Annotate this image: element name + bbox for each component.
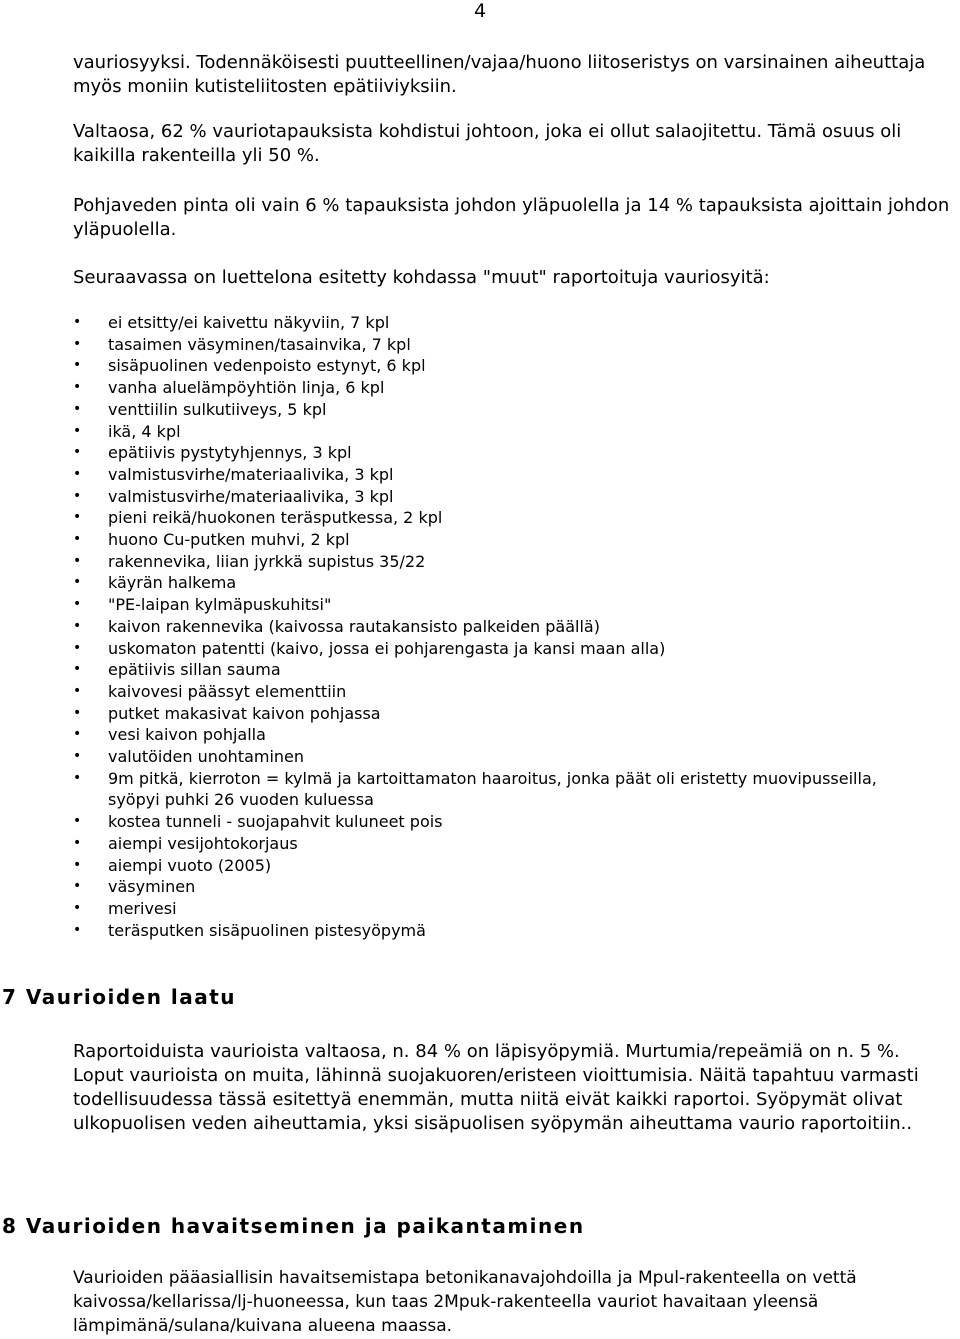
list-item-text: ikä, 4 kpl [108,421,181,441]
section-7-heading: 7 Vaurioiden laatu [2,985,237,1009]
list-item-text: "PE-laipan kylmäpuskuhitsi" [108,595,332,615]
list-item-text: rakennevika, liian jyrkkä supistus 35/22 [108,551,426,571]
list-item-text: putket makasivat kaivon pohjassa [108,703,381,723]
bullet-icon: • [73,400,82,417]
bullet-icon: • [73,899,82,916]
bullet-icon: • [73,661,82,678]
list-item-text: pieni reikä/huokonen teräsputkessa, 2 kpl [108,508,443,528]
bullet-icon: • [73,422,82,439]
list-item-text: venttiilin sulkutiiveys, 5 kpl [108,399,327,419]
list-item-text: kaivovesi päässyt elementtiin [108,681,347,701]
list-item [73,399,933,421]
paragraph-list-intro: Seuraavassa on luettelona esitetty kohdassa "muut" raportoituja vauriosyitä: [73,267,770,288]
list-item-text: väsyminen [108,877,196,897]
section-8-body: Vaurioiden pääasiallisin havaitsemistapa betonikanavajohdoilla ja Mpul-rakenteella on vettä kaivossa/kellarissa/lj-huoneessa, kun taas 2Mpuk-rakenteella vauriot havaitaan yleensä lämpimänä/sulana/kuivana alueena maassa. [73,1268,857,1336]
bullet-icon: • [73,726,82,743]
bullet-icon: • [73,574,82,591]
bullet-icon: • [73,357,82,374]
list-item [73,833,933,855]
list-item [73,920,933,942]
bullet-icon: • [73,314,82,330]
list-item [73,811,933,833]
list-item [73,486,933,508]
bullet-icon: • [73,813,82,830]
list-item-text: huono Cu-putken muhvi, 2 kpl [108,530,350,550]
list-item [73,421,933,443]
bullet-icon: • [73,834,82,851]
list-item [73,464,933,486]
list-item [73,442,933,464]
bullet-icon: • [73,769,82,786]
list-item [73,616,933,638]
list-item-text: kostea tunneli - suojapahvit kuluneet pois [108,812,443,832]
paragraph-groundwater: Pohjaveden pinta oli vain 6 % tapauksista johdon yläpuolella ja 14 % tapauksista ajoittain johdon yläpuolella. [73,195,950,240]
list-item [73,638,933,660]
list-item [73,681,933,703]
paragraph-drainage: Valtaosa, 62 % vauriotapauksista kohdistui johtoon, joka ei ollut salaojitettu. Tämä osuus oli kaikilla rakenteilla yli 50 %. [73,121,902,166]
list-item-text: käyrän halkema [108,573,237,593]
list-item [73,659,933,681]
bullet-icon: • [73,444,82,461]
list-item [73,377,933,399]
list-item-text: uskomaton patentti (kaivo, jossa ei pohjarengasta ja kansi maan alla) [108,638,666,658]
list-item-text: valutöiden unohtaminen [108,747,305,767]
list-item [73,876,933,898]
list-item-text: valmistusvirhe/materiaalivika, 3 kpl [108,464,394,484]
bullet-icon: • [73,878,82,895]
bullet-icon: • [73,552,82,569]
list-item [73,768,933,811]
list-item [73,898,933,920]
list-item-text: valmistusvirhe/materiaalivika, 3 kpl [108,486,394,506]
list-item-text: teräsputken sisäpuolinen pistesyöpymä [108,920,426,940]
list-item [73,703,933,725]
bullet-icon: • [73,596,82,613]
damage-cause-list [73,312,933,941]
list-item [73,855,933,877]
list-item-text: sisäpuolinen vedenpoisto estynyt, 6 kpl [108,356,426,376]
list-item-text: tasaimen väsyminen/tasainvika, 7 kpl [108,334,411,354]
list-item [73,507,933,529]
bullet-icon: • [73,465,82,482]
bullet-icon: • [73,748,82,765]
list-item [73,572,933,594]
list-item [73,746,933,768]
list-item [73,551,933,573]
bullet-icon: • [73,617,82,634]
list-item-text: aiempi vesijohtokorjaus [108,833,298,853]
list-item-text: vanha aluelämpöyhtiön linja, 6 kpl [108,378,385,398]
bullet-icon: • [73,704,82,721]
section-8-heading: 8 Vaurioiden havaitseminen ja paikantaminen [2,1214,585,1238]
bullet-icon: • [73,639,82,656]
bullet-icon: • [73,856,82,873]
bullet-icon: • [73,487,82,504]
bullet-icon: • [73,921,82,938]
section-7-body: Raportoiduista vaurioista valtaosa, n. 84 % on läpisyöpymiä. Murtumia/repeämiä on n. 5 %. Loput vaurioista on muita, lähinnä suojakuoren/eristeen vioittumisia. Näitä tapahtuu varmasti todellisuudessa tässä esitettyä enemmän, mutta niitä eivät kaikki raportoi. Syöpymät olivat ulkopuolisen veden aiheuttamia, yksi sisäpuolisen syöpymän aiheuttama vaurio raportoitiin.. [73,1041,919,1134]
bullet-icon: • [73,509,82,526]
list-item [73,334,933,356]
list-item-text: ei etsitty/ei kaivettu näkyviin, 7 kpl [108,313,390,332]
bullet-icon: • [73,379,82,396]
list-item [73,594,933,616]
list-item-text: vesi kaivon pohjalla [108,725,266,745]
paragraph-intro: vauriosyyksi. Todennäköisesti puutteellinen/vajaa/huono liitoseristys on varsinainen aiheuttaja myös moniin kutisteliitosten epätiiviyksiin. [73,52,926,97]
list-item-text: merivesi [108,898,177,918]
list-item [73,724,933,746]
list-item-text: kaivon rakennevika (kaivossa rautakansisto palkeiden päällä) [108,616,600,636]
page-number: 4 [474,0,487,22]
list-item [73,355,933,377]
list-item [73,529,933,551]
list-item-text: epätiivis pystytyhjennys, 3 kpl [108,443,352,463]
list-item [73,312,933,334]
bullet-icon: • [73,335,82,352]
list-item-text: aiempi vuoto (2005) [108,855,272,875]
list-item-text: 9m pitkä, kierroton = kylmä ja kartoittamaton haaroitus, jonka päät oli eristetty muovipusseilla, syöpyi puhki 26 vuoden kuluessa [108,768,877,810]
bullet-icon: • [73,531,82,548]
bullet-icon: • [73,682,82,699]
list-item-text: epätiivis sillan sauma [108,660,281,680]
